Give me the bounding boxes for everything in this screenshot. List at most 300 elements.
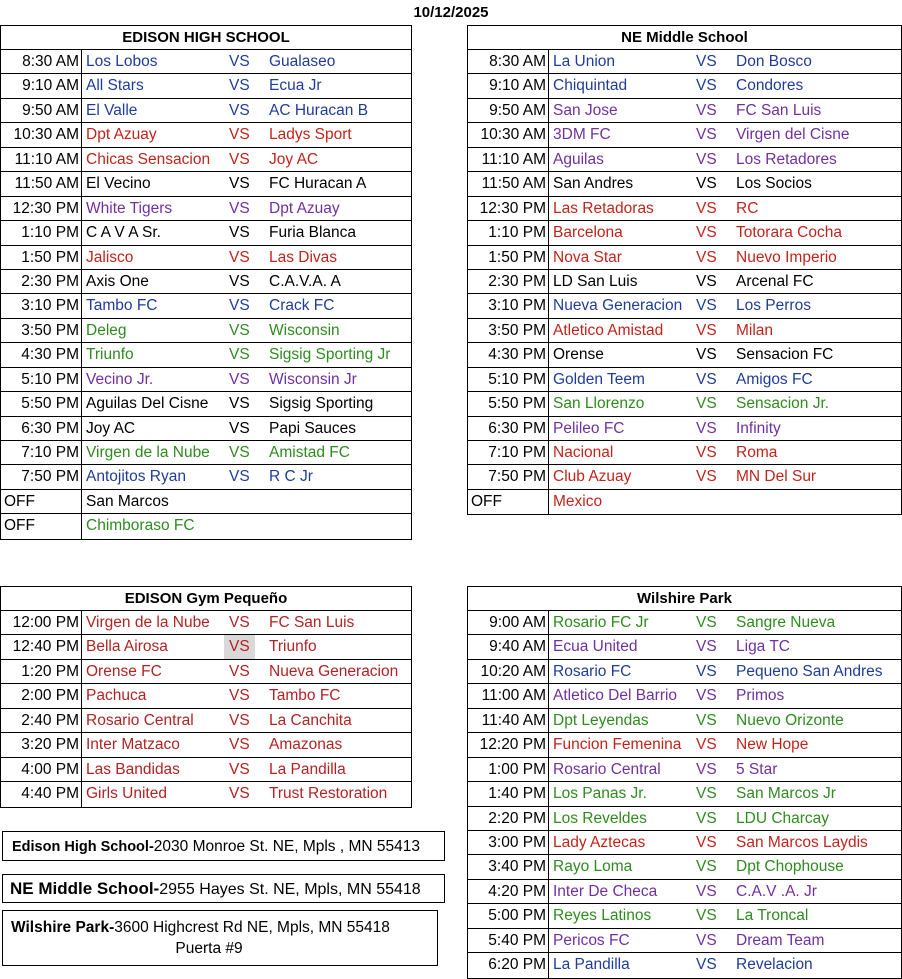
home-team: Funcion Femenina xyxy=(553,736,682,754)
home-team: Rayo Loma xyxy=(553,858,633,876)
match-row xyxy=(1,660,411,684)
home-team: La Union xyxy=(553,53,616,70)
away-team: Nuevo Imperio xyxy=(736,248,837,266)
match-time: 7:10 PM xyxy=(1,441,82,464)
match-time: 5:10 PM xyxy=(1,368,82,391)
home-team: Antojitos Ryan xyxy=(86,468,186,486)
away-team: Los Perros xyxy=(736,297,811,315)
away-team: Condores xyxy=(736,77,804,95)
match-row xyxy=(1,782,411,806)
vs-label: VS xyxy=(229,370,250,388)
match-row xyxy=(1,417,411,441)
match-time: 10:30 AM xyxy=(468,123,549,146)
home-team: Nova Star xyxy=(553,248,622,266)
match-row xyxy=(468,733,901,757)
home-team: Triunfo xyxy=(86,346,134,364)
address-ne-middle: NE Middle School-2955 Hayes St. NE, Mpls, MN 55418 xyxy=(2,874,445,903)
vs-label: VS xyxy=(696,662,717,680)
away-team: R C Jr xyxy=(269,468,313,486)
home-team: Orense FC xyxy=(86,662,162,680)
home-team: Pericos FC xyxy=(553,931,630,949)
away-team: Las Divas xyxy=(269,248,338,266)
away-team: San Marcos Jr xyxy=(736,785,836,803)
match-time: 7:50 PM xyxy=(1,465,82,488)
vs-label: VS xyxy=(229,662,250,680)
vs-label: VS xyxy=(229,395,250,413)
match-time: 6:30 PM xyxy=(468,417,549,440)
home-team: Jalisco xyxy=(86,248,134,266)
away-team: LDU Charcay xyxy=(736,809,830,827)
away-team: New Hope xyxy=(736,736,809,754)
vs-label: VS xyxy=(229,53,250,70)
home-team: San Andres xyxy=(553,175,634,193)
match-time: OFF xyxy=(468,490,549,514)
away-team: Revelacion xyxy=(736,956,813,974)
match-time: 5:40 PM xyxy=(468,929,549,952)
home-team: Club Azuay xyxy=(553,468,632,486)
away-team: RC xyxy=(736,199,759,217)
vs-label: VS xyxy=(696,53,717,70)
away-team: Tambo FC xyxy=(269,687,341,705)
venue-title: NE Middle School xyxy=(468,26,901,50)
away-team: Ecua Jr xyxy=(269,77,322,95)
match-time: OFF xyxy=(1,490,82,513)
match-row xyxy=(468,490,901,514)
home-team: Chiquintad xyxy=(553,77,628,95)
home-team: Rosario Central xyxy=(86,711,194,729)
match-row xyxy=(468,221,901,245)
home-team: Aguilas Del Cisne xyxy=(86,395,209,413)
home-team: 3DM FC xyxy=(553,126,611,144)
vs-label: VS xyxy=(696,638,717,656)
vs-label: VS xyxy=(229,346,250,364)
match-time: 11:40 AM xyxy=(468,709,549,732)
match-time: 12:30 PM xyxy=(468,197,549,220)
home-team: Las Retadoras xyxy=(553,199,654,217)
vs-label: VS xyxy=(696,126,717,144)
away-team: Nueva Generacion xyxy=(269,662,399,680)
away-team: Arcenal FC xyxy=(736,272,814,290)
home-team: Rosario Central xyxy=(553,760,661,778)
away-team: Roma xyxy=(736,444,778,461)
match-row xyxy=(468,465,901,489)
match-row xyxy=(1,319,411,343)
vs-label: VS xyxy=(229,711,250,729)
match-row xyxy=(1,392,411,416)
match-row xyxy=(1,684,411,708)
vs-label: VS xyxy=(229,687,250,705)
home-team: Vecino Jr. xyxy=(86,370,154,388)
away-team: FC San Luis xyxy=(269,614,355,631)
away-team: Nuevo Orizonte xyxy=(736,711,844,729)
away-team: Sigsig Sporting Jr xyxy=(269,346,391,364)
match-row xyxy=(468,172,901,196)
vs-label: VS xyxy=(696,833,717,851)
away-team: Papi Sauces xyxy=(269,419,357,437)
away-team: Amazonas xyxy=(269,736,343,754)
venue-wilshire-park xyxy=(467,586,902,979)
away-team: Dpt Chophouse xyxy=(736,858,844,876)
home-team: Barcelona xyxy=(553,224,623,242)
away-team: Los Retadores xyxy=(736,150,837,168)
home-team: Rosario FC xyxy=(553,662,632,680)
away-team: Don Bosco xyxy=(736,53,812,70)
away-team: Amigos FC xyxy=(736,370,813,388)
vs-label: VS xyxy=(229,321,250,339)
match-row xyxy=(468,660,901,684)
match-row xyxy=(468,880,901,904)
match-time: 12:00 PM xyxy=(1,611,82,634)
match-time: 5:10 PM xyxy=(468,368,549,391)
match-time: 12:30 PM xyxy=(1,197,82,220)
away-team: C.A.V .A. Jr xyxy=(736,882,817,900)
match-time: 11:50 AM xyxy=(468,172,549,195)
match-row xyxy=(468,294,901,318)
away-team: San Marcos Laydis xyxy=(736,833,868,851)
away-team: Milan xyxy=(736,321,774,339)
match-time: 8:30 AM xyxy=(1,50,82,73)
address-edison-high: Edison High School-2030 Monroe St. NE, Mpls , MN 55413 xyxy=(2,831,445,861)
match-time: 4:30 PM xyxy=(468,343,549,366)
away-team: La Troncal xyxy=(736,907,809,925)
vs-label: VS xyxy=(696,785,717,803)
match-time: 12:40 PM xyxy=(1,635,82,658)
match-row xyxy=(1,758,411,782)
home-team: All Stars xyxy=(86,77,144,95)
vs-label: VS xyxy=(696,809,717,827)
match-row xyxy=(468,270,901,294)
away-team: La Canchita xyxy=(269,711,352,729)
home-team: Aguilas xyxy=(553,150,604,168)
vs-label: VS xyxy=(229,77,250,95)
match-row xyxy=(468,855,901,879)
match-time: 1:00 PM xyxy=(468,758,549,781)
vs-label: VS xyxy=(696,101,717,119)
away-team: Liga TC xyxy=(736,638,790,656)
home-team: White Tigers xyxy=(86,199,173,217)
match-time: 11:00 AM xyxy=(468,684,549,707)
gate-note: Puerta #9 xyxy=(175,940,243,957)
match-row xyxy=(1,197,411,221)
away-team: Virgen del Cisne xyxy=(736,126,850,144)
home-team: Axis One xyxy=(86,272,149,290)
home-team: Dpt Azuay xyxy=(86,126,157,144)
match-row xyxy=(468,50,901,74)
home-team: San Marcos xyxy=(86,492,169,510)
match-time: 3:50 PM xyxy=(468,319,549,342)
match-time: 1:10 PM xyxy=(1,221,82,244)
vs-label: VS xyxy=(696,77,717,95)
home-team: Inter Matzaco xyxy=(86,736,180,754)
match-row xyxy=(468,807,901,831)
match-row xyxy=(1,221,411,245)
match-row xyxy=(1,123,411,147)
schedule-date: 10/12/2025 xyxy=(413,4,489,21)
vs-label: VS xyxy=(696,956,717,974)
home-team: San Jose xyxy=(553,101,618,119)
home-team: Mexico xyxy=(553,492,603,510)
match-time: 9:50 AM xyxy=(468,99,549,122)
vs-label: VS xyxy=(696,199,717,217)
home-team: Chicas Sensacion xyxy=(86,150,211,168)
home-team: Girls United xyxy=(86,785,167,803)
vs-label: VS xyxy=(696,395,717,413)
match-row xyxy=(1,74,411,98)
match-time: 4:40 PM xyxy=(1,782,82,806)
venue-title: EDISON HIGH SCHOOL xyxy=(1,26,411,50)
home-team: El Valle xyxy=(86,101,138,119)
match-row xyxy=(468,611,901,635)
home-team: Chimboraso FC xyxy=(86,517,195,535)
vs-label: VS xyxy=(696,907,717,925)
away-team: AC Huracan B xyxy=(269,101,369,119)
away-team: Dream Team xyxy=(736,931,825,949)
vs-label: VS xyxy=(229,419,250,437)
away-team: Joy AC xyxy=(269,150,319,168)
home-team: Rosario FC Jr xyxy=(553,614,649,631)
home-team: Dpt Leyendas xyxy=(553,711,649,729)
match-time: 2:30 PM xyxy=(468,270,549,293)
vs-label: VS xyxy=(696,272,717,290)
away-team: C.A.V.A. A xyxy=(269,272,341,290)
match-row xyxy=(468,368,901,392)
home-team: Ecua United xyxy=(553,638,638,656)
match-time: 2:40 PM xyxy=(1,709,82,732)
vs-label: VS xyxy=(229,760,250,778)
match-row xyxy=(468,343,901,367)
match-time: OFF xyxy=(1,514,82,538)
match-row xyxy=(1,294,411,318)
venue-edison-high-school xyxy=(0,25,412,540)
away-team: La Pandilla xyxy=(269,760,346,778)
venue-title: EDISON Gym Pequeño xyxy=(1,587,411,611)
match-time: 1:20 PM xyxy=(1,660,82,683)
away-team: Infinity xyxy=(736,419,781,437)
match-row xyxy=(468,197,901,221)
match-row xyxy=(468,417,901,441)
vs-label: VS xyxy=(696,175,717,193)
away-team: Primos xyxy=(736,687,785,705)
away-team: Triunfo xyxy=(269,638,317,656)
home-team: Los Panas Jr. xyxy=(553,785,647,803)
match-time: 3:00 PM xyxy=(468,831,549,854)
match-row xyxy=(1,490,411,514)
match-time: 1:50 PM xyxy=(1,246,82,269)
vs-label: VS xyxy=(696,858,717,876)
match-time: 5:50 PM xyxy=(1,392,82,415)
vs-label: VS xyxy=(229,468,250,486)
home-team: Reyes Latinos xyxy=(553,907,652,925)
away-team: MN Del Sur xyxy=(736,468,817,486)
away-team: FC San Luis xyxy=(736,101,822,119)
match-time: 9:00 AM xyxy=(468,611,549,634)
match-time: 3:20 PM xyxy=(1,733,82,756)
home-team: Las Bandidas xyxy=(86,760,180,778)
match-row xyxy=(468,709,901,733)
match-time: 6:20 PM xyxy=(468,953,549,977)
match-row xyxy=(1,709,411,733)
vs-label: VS xyxy=(696,419,717,437)
match-row xyxy=(468,441,901,465)
match-row xyxy=(1,148,411,172)
match-time: 4:20 PM xyxy=(468,880,549,903)
vs-label: VS xyxy=(229,272,250,290)
match-row xyxy=(468,831,901,855)
match-time: 9:40 AM xyxy=(468,635,549,658)
vs-label: VS xyxy=(696,346,717,364)
away-team: Dpt Azuay xyxy=(269,199,340,217)
home-team: Nueva Generacion xyxy=(553,297,683,315)
vs-label: VS xyxy=(696,614,717,631)
home-team: C A V A Sr. xyxy=(86,224,161,242)
match-time: 5:50 PM xyxy=(468,392,549,415)
home-team: LD San Luis xyxy=(553,272,638,290)
home-team: Orense xyxy=(553,346,604,364)
vs-label: VS xyxy=(229,101,250,119)
match-row xyxy=(1,99,411,123)
match-row xyxy=(468,74,901,98)
away-team: Pequeno San Andres xyxy=(736,662,883,680)
match-time: 11:10 AM xyxy=(1,148,82,171)
vs-label: VS xyxy=(696,444,717,461)
vs-label: VS xyxy=(696,224,717,242)
away-team: Sensacion FC xyxy=(736,346,834,364)
home-team: Pelileo FC xyxy=(553,419,625,437)
away-team: FC Huracan A xyxy=(269,175,367,193)
vs-label: VS xyxy=(696,711,717,729)
match-time: 3:10 PM xyxy=(1,294,82,317)
match-row xyxy=(468,758,901,782)
away-team: Amistad FC xyxy=(269,444,350,461)
away-team: Los Socios xyxy=(736,175,812,193)
match-time: 6:30 PM xyxy=(1,417,82,440)
vs-label: VS xyxy=(696,297,717,315)
match-time: 10:30 AM xyxy=(1,123,82,146)
home-team: Deleg xyxy=(86,321,127,339)
home-team: Los Lobos xyxy=(86,53,158,70)
home-team: Atletico Del Barrio xyxy=(553,687,678,705)
home-team: La Pandilla xyxy=(553,956,630,974)
away-team: Wisconsin Jr xyxy=(269,370,357,388)
match-time: 8:30 AM xyxy=(468,50,549,73)
address-wilshire-park: Wilshire Park-3600 Highcrest Rd NE, Mpls, MN 55418 Puerta #9 xyxy=(2,910,438,966)
match-row xyxy=(468,392,901,416)
away-team: Sigsig Sporting xyxy=(269,395,374,413)
match-time: 1:40 PM xyxy=(468,782,549,805)
match-row xyxy=(1,343,411,367)
home-team: Bella Airosa xyxy=(86,638,168,656)
home-team: Golden Teem xyxy=(553,370,645,388)
home-team: Joy AC xyxy=(86,419,136,437)
match-time: 2:20 PM xyxy=(468,807,549,830)
match-time: 9:50 AM xyxy=(1,99,82,122)
home-team: Inter De Checa xyxy=(553,882,658,900)
match-row xyxy=(468,246,901,270)
vs-label: VS xyxy=(696,882,717,900)
match-row xyxy=(1,172,411,196)
vs-label: VS xyxy=(696,468,717,486)
match-time: 3:10 PM xyxy=(468,294,549,317)
match-time: 7:10 PM xyxy=(468,441,549,464)
away-team: Furia Blanca xyxy=(269,224,357,242)
match-row xyxy=(468,635,901,659)
match-time: 3:50 PM xyxy=(1,319,82,342)
home-team: San Llorenzo xyxy=(553,395,645,413)
match-time: 11:10 AM xyxy=(468,148,549,171)
vs-label: VS xyxy=(229,224,250,242)
match-row xyxy=(1,270,411,294)
match-row xyxy=(1,441,411,465)
match-time: 5:00 PM xyxy=(468,904,549,927)
vs-label: VS xyxy=(229,248,250,266)
match-row xyxy=(1,465,411,489)
away-team: Trust Restoration xyxy=(269,785,388,803)
match-row xyxy=(1,733,411,757)
match-time: 2:30 PM xyxy=(1,270,82,293)
away-team: Ladys Sport xyxy=(269,126,352,144)
match-time: 11:50 AM xyxy=(1,172,82,195)
match-time: 10:20 AM xyxy=(468,660,549,683)
vs-label: VS xyxy=(696,248,717,266)
vs-label: VS xyxy=(696,370,717,388)
match-row xyxy=(468,319,901,343)
vs-label: VS xyxy=(229,736,250,754)
home-team: Pachuca xyxy=(86,687,147,705)
match-time: 7:50 PM xyxy=(468,465,549,488)
match-row xyxy=(468,782,901,806)
home-team: Nacional xyxy=(553,444,614,461)
match-row xyxy=(1,246,411,270)
match-row xyxy=(468,123,901,147)
home-team: Atletico Amistad xyxy=(553,321,664,339)
match-time: 4:30 PM xyxy=(1,343,82,366)
away-team: Wisconsin xyxy=(269,321,340,339)
vs-label: VS xyxy=(229,444,250,461)
vs-label: VS xyxy=(229,614,250,631)
vs-label: VS xyxy=(696,321,717,339)
vs-label: VS xyxy=(696,736,717,754)
vs-label: VS xyxy=(229,785,250,803)
vs-label: VS xyxy=(696,687,717,705)
match-row xyxy=(1,368,411,392)
match-time: 1:10 PM xyxy=(468,221,549,244)
home-team: Virgen de la Nube xyxy=(86,614,210,631)
vs-label: VS xyxy=(229,126,250,144)
vs-label: VS xyxy=(229,150,250,168)
vs-label: VS xyxy=(229,175,250,193)
match-row xyxy=(468,99,901,123)
away-team: Totorara Cocha xyxy=(736,224,842,242)
match-time: 4:00 PM xyxy=(1,758,82,781)
home-team: Los Reveldes xyxy=(553,809,647,827)
away-team: Gualaseo xyxy=(269,53,336,70)
match-row xyxy=(468,148,901,172)
match-row xyxy=(1,635,411,659)
vs-label: VS xyxy=(696,931,717,949)
home-team: Lady Aztecas xyxy=(553,833,646,851)
vs-label: VS xyxy=(696,150,717,168)
venue-ne-middle-school xyxy=(467,25,902,515)
match-row xyxy=(468,953,901,977)
match-time: 3:40 PM xyxy=(468,855,549,878)
home-team: Virgen de la Nube xyxy=(86,444,210,461)
match-row xyxy=(468,684,901,708)
away-team: Sangre Nueva xyxy=(736,614,836,631)
match-time: 1:50 PM xyxy=(468,246,549,269)
vs-label: VS xyxy=(229,297,250,315)
match-row xyxy=(1,50,411,74)
venue-title: Wilshire Park xyxy=(468,587,901,611)
